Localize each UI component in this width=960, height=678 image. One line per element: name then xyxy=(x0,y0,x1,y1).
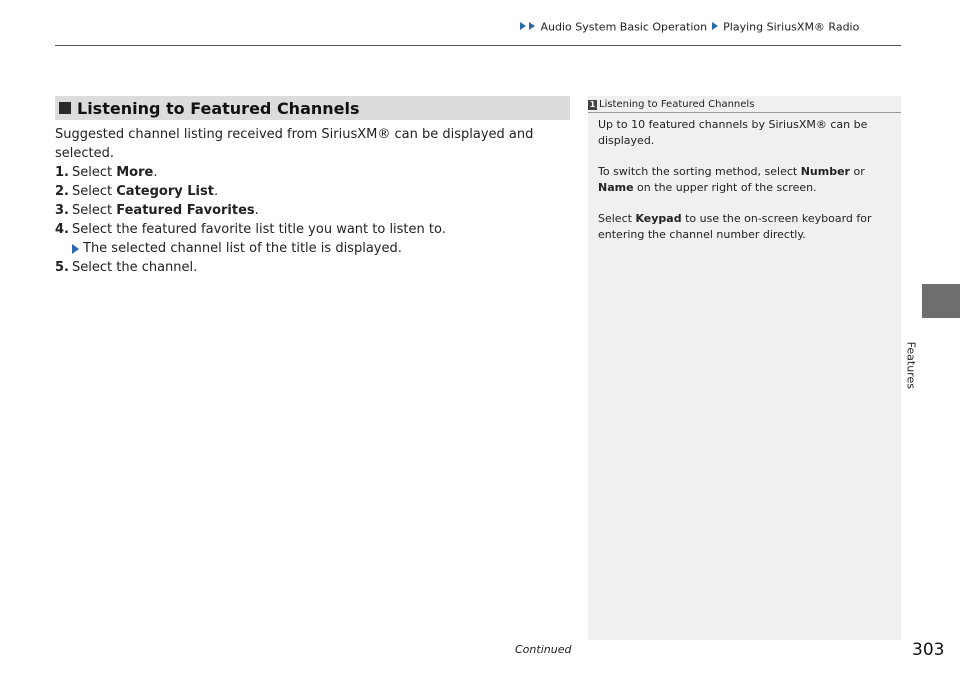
note-icon: 1 xyxy=(589,99,596,109)
continued-label: Continued xyxy=(515,643,572,656)
sidebar-text: on the upper right of the screen. xyxy=(633,181,817,194)
chapter-tab[interactable] xyxy=(922,284,960,318)
section-title-bar xyxy=(55,96,570,120)
step-item xyxy=(55,163,570,182)
step-suffix: . xyxy=(153,165,158,180)
section-title: Listening to Featured Channels xyxy=(77,98,360,118)
step-item xyxy=(55,220,570,239)
step-prefix: Select xyxy=(72,165,117,180)
breadcrumb xyxy=(520,20,902,36)
arrow-icon xyxy=(72,244,79,254)
step-command: Category List xyxy=(116,184,214,199)
step-text xyxy=(72,201,259,220)
step-suffix: . xyxy=(213,184,219,199)
sidebar-header xyxy=(588,96,901,113)
step-text: Select the channel. xyxy=(72,260,198,275)
step-number: 5. xyxy=(55,260,69,275)
sidebar-title: Listening to Featured Channels xyxy=(599,99,755,110)
step-command: Featured Favorites xyxy=(116,203,255,218)
sidebar-text: or xyxy=(849,165,865,178)
step-prefix: Select xyxy=(72,184,117,199)
arrow-icon xyxy=(712,22,718,30)
step-number: 1. xyxy=(55,165,69,180)
arrow-icon xyxy=(520,22,526,30)
step-result-text: The selected channel list of the title is displayed. xyxy=(83,241,402,256)
step-number: 4. xyxy=(55,222,69,237)
sidebar-text: To switch the sorting method, select xyxy=(598,165,801,178)
chapter-label-text: Features xyxy=(904,341,918,389)
sidebar-text: to use the on-screen keyboard for entering the channel number directly. xyxy=(598,212,872,241)
step-number: 2. xyxy=(55,184,69,199)
sidebar-body xyxy=(588,113,901,243)
sidebar-note xyxy=(588,96,901,640)
step-suffix: . xyxy=(254,203,259,218)
main-content xyxy=(55,125,570,277)
step-item xyxy=(55,182,570,201)
intro-text: Suggested channel listing received from SiriusXM® can be displayed and selected. xyxy=(55,127,534,161)
step-number: 3. xyxy=(55,203,69,218)
header-divider xyxy=(55,45,901,46)
step-text: Select the featured favorite list title you want to listen to. xyxy=(72,222,446,237)
chapter-label xyxy=(904,318,960,389)
sidebar-paragraph xyxy=(598,164,891,196)
breadcrumb-item[interactable]: Audio System Basic Operation xyxy=(540,20,708,34)
sidebar-paragraph: Up to 10 featured channels by SiriusXM® can be displayed. xyxy=(598,118,868,147)
step-item xyxy=(55,201,570,220)
sidebar-command: Keypad xyxy=(635,212,682,225)
sidebar-command: Name xyxy=(598,181,634,194)
breadcrumb-item[interactable]: Playing SiriusXM® Radio xyxy=(723,20,860,34)
step-text xyxy=(72,163,158,182)
sidebar-text: Select xyxy=(598,212,636,225)
page-number: 303 xyxy=(912,640,945,660)
sidebar-paragraph xyxy=(598,211,891,243)
step-prefix: Select xyxy=(72,203,117,218)
arrow-icon xyxy=(529,22,535,30)
step-result xyxy=(55,239,570,258)
step-item xyxy=(55,258,570,277)
square-bullet-icon xyxy=(59,102,71,114)
sidebar-command: Number xyxy=(800,165,850,178)
step-text xyxy=(72,182,218,201)
step-command: More xyxy=(116,165,154,180)
